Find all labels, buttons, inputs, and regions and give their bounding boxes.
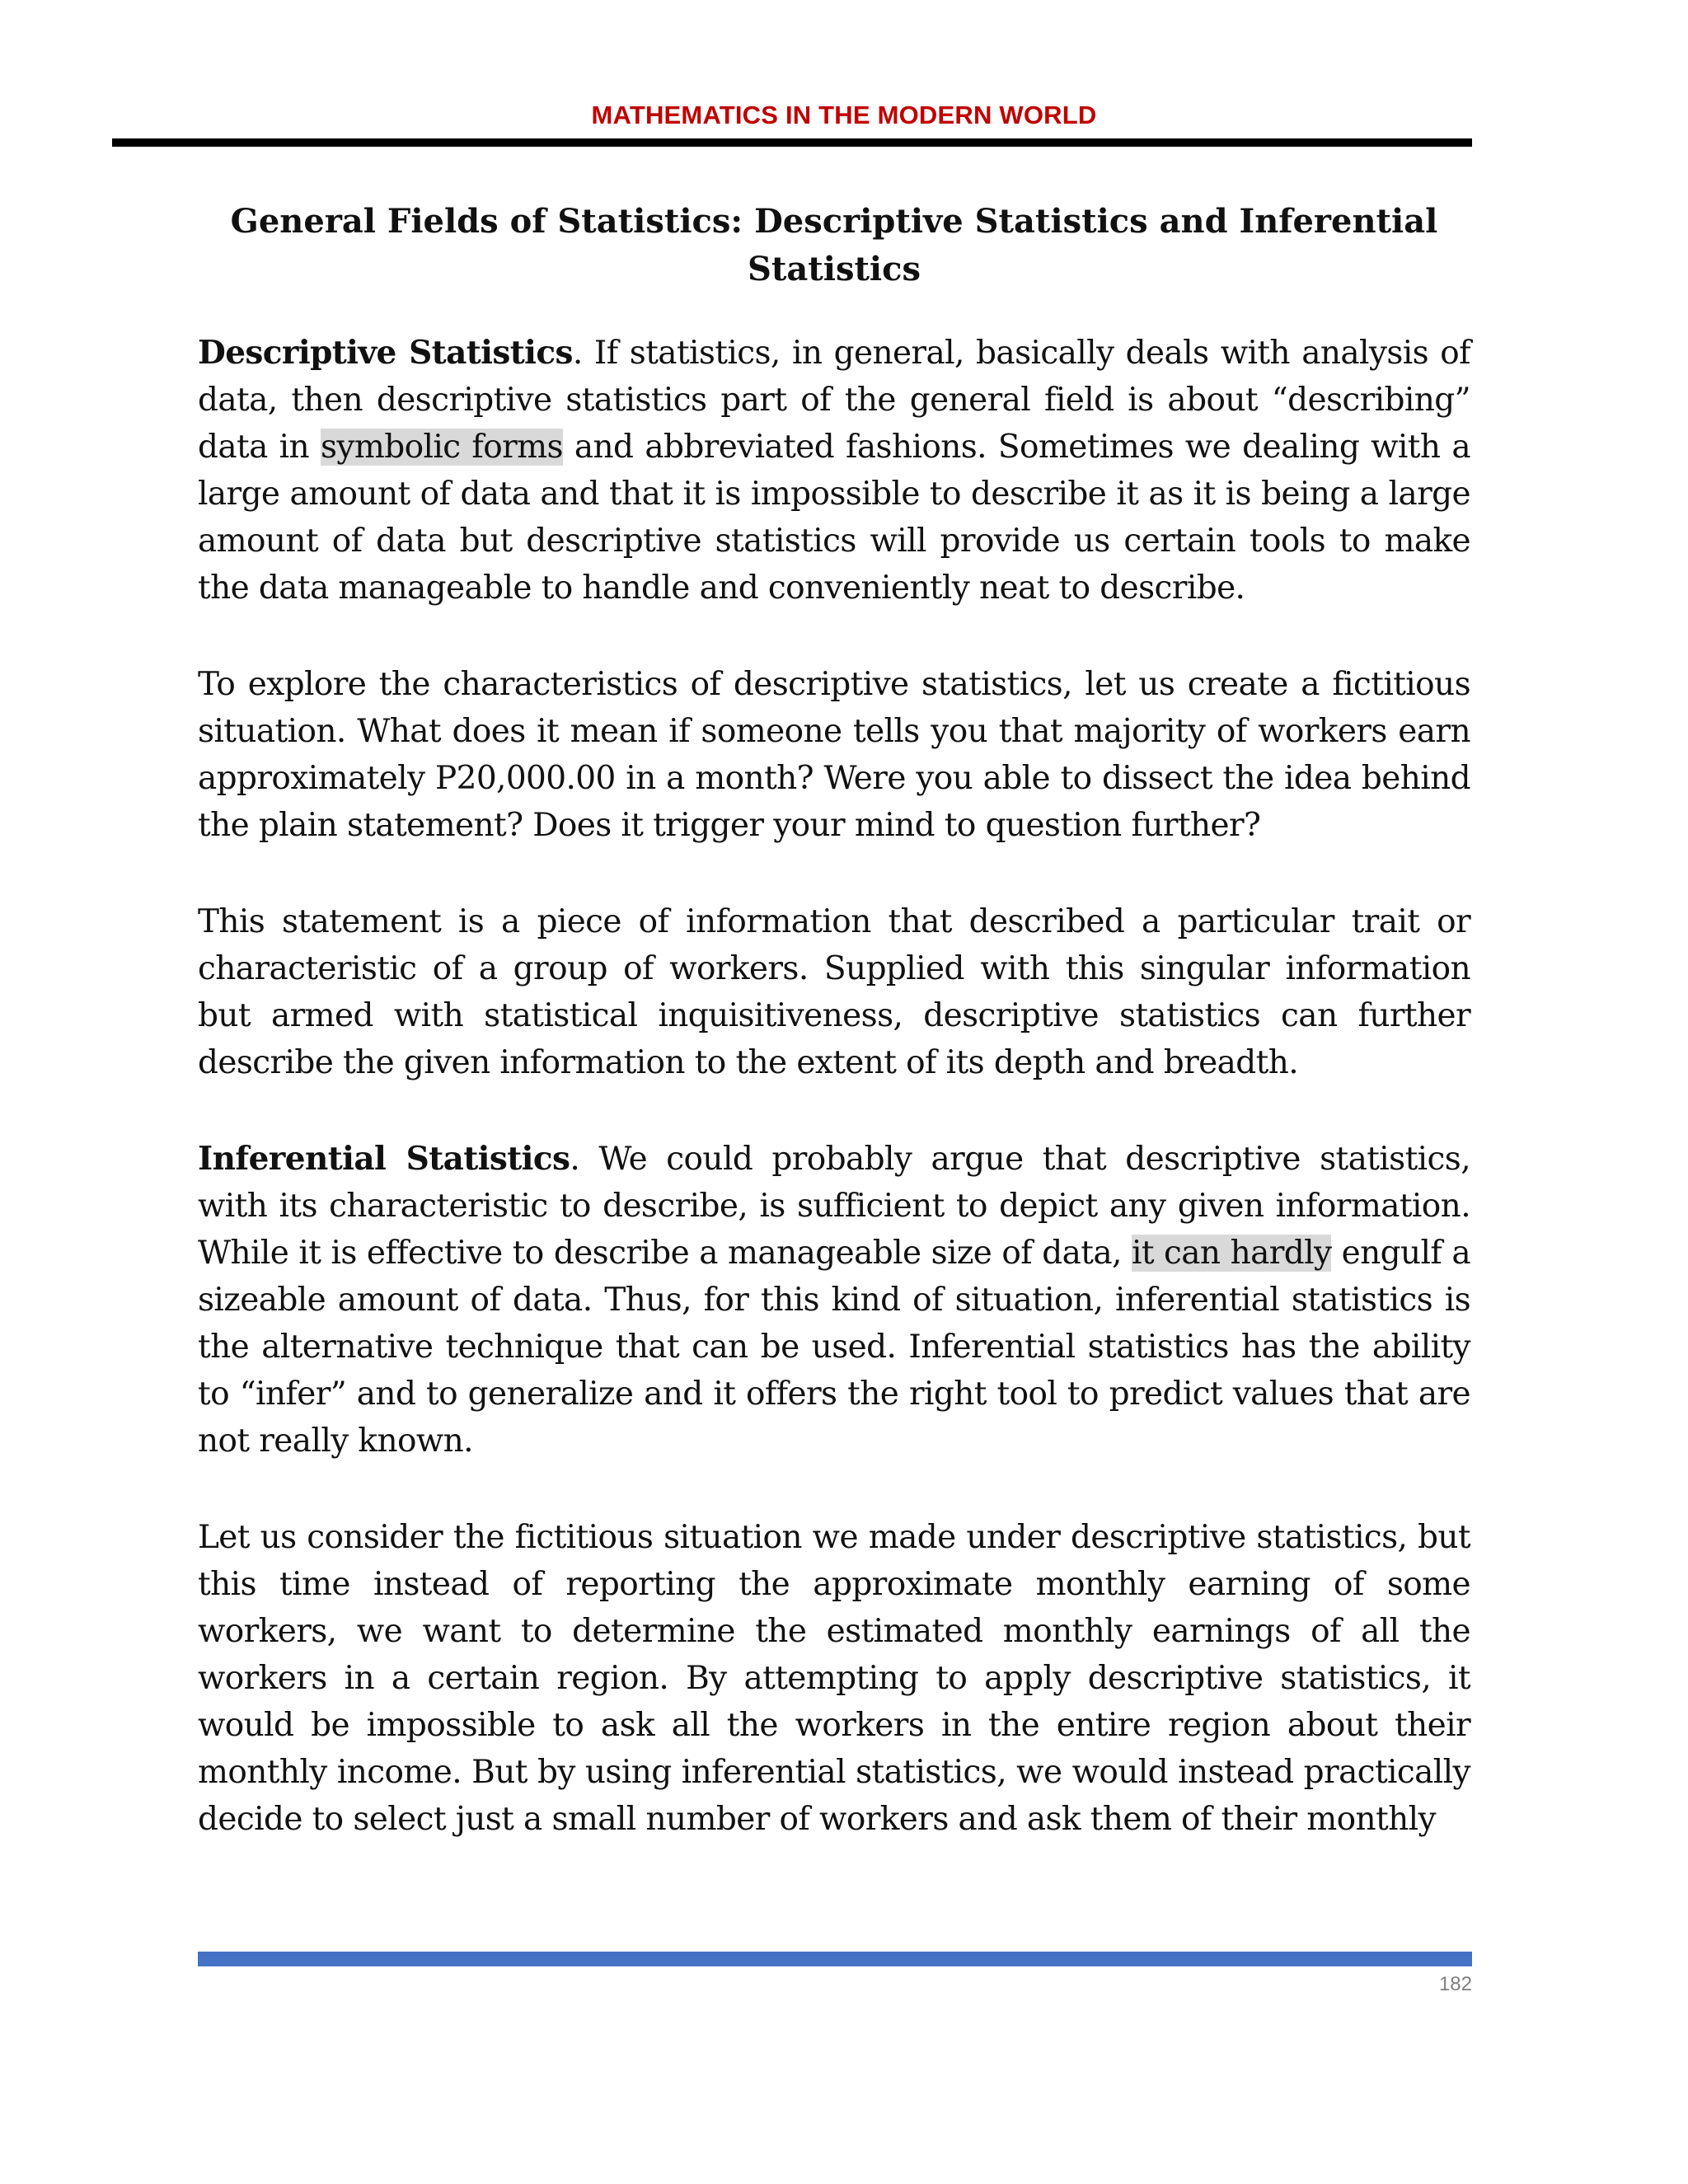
header-rule <box>112 138 1472 147</box>
paragraph-fictitious-situation: To explore the characteristics of descriptive statistics, let us create a fictitious situation. What does it mean if someone tells you that majority of workers earn approximately P20,000.00 in a month? Were you able to dissect the idea behind the plain statement? Does it trigger your mind to question further? <box>198 666 1470 844</box>
page-number: 182 <box>1438 1973 1472 1995</box>
paragraph-regional-earnings: Let us consider the fictitious situation we made under descriptive statistics, but this time instead of reporting the approximate monthly earning of some workers, we want to determine the estimated monthly earnings of all the workers in a certain region. By attempting to apply descriptive statistics, it would be impossible to ask all the workers in the entire region about their monthly income. But by using inferential statistics, we would instead practically decide to select just a small number of workers and ask them of their monthly <box>198 1519 1470 1838</box>
paragraph-inferential-statistics <box>198 1136 1470 1465</box>
document-title: General Fields of Statistics: Descriptive Statistics and Inferential Statistics <box>230 202 1438 288</box>
paragraph-text: . If statistics, in general, basically deals with analysis of data, then descriptive statistics part of the general field is about “describing” data in <box>198 335 1470 466</box>
paragraph-statement-information: This statement is a piece of information that described a particular trait or characteristic of a group of workers. Supplied with this singular information but armed with statistical inquisitiveness, descriptive statistics can further describe the given information to the extent of its depth and breadth. <box>198 903 1470 1081</box>
highlighted-phrase: symbolic forms <box>321 429 563 466</box>
footer-rule <box>198 1952 1472 1966</box>
highlighted-phrase: it can hardly <box>1131 1235 1332 1272</box>
running-header: MATHEMATICS IN THE MODERN WORLD <box>591 101 1097 129</box>
body-text <box>198 330 1470 1892</box>
paragraph-text: . We could probably argue that descriptive statistics, with its characteristic to describe, is sufficient to depict any given information. While it is effective to describe a manageable size of data, <box>198 1141 1470 1272</box>
paragraph-text: engulf a sizeable amount of data. Thus, for this kind of situation, inferential statistics is the alternative technique that can be used. Inferential statistics has the ability to “infer” and to generalize and it offers the right tool to predict values that are not really known. <box>198 1235 1470 1460</box>
paragraph-lead-inferential: Inferential Statistics <box>198 1140 570 1178</box>
paragraph-descriptive-statistics <box>198 330 1470 612</box>
paragraph-lead-descriptive: Descriptive Statistics <box>198 334 573 372</box>
paragraph-text: and abbreviated fashions. Sometimes we dealing with a large amount of data and that it is impossible to describe it as it is being a large amount of data but descriptive statistics will provide us certain tools to make the data manageable to handle and conveniently neat to describe. <box>198 429 1470 607</box>
